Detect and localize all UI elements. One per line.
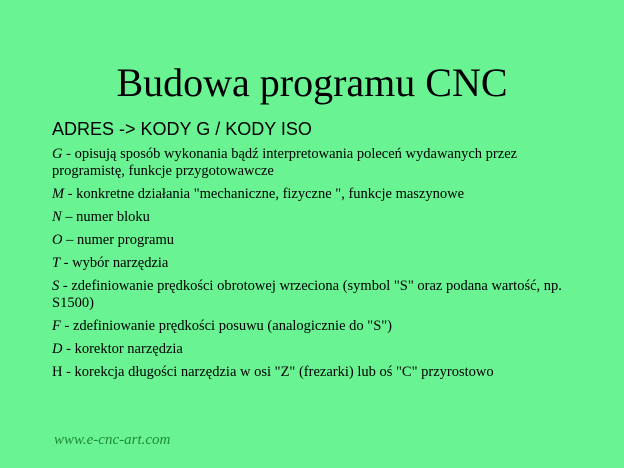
code-letter: F [52, 318, 61, 334]
list-item [52, 186, 572, 203]
list-item [52, 255, 572, 272]
footer-website-link: www.e-cnc-art.com [54, 432, 171, 448]
code-description: - opisują sposób wykonania bądź interpretowania poleceń wydawanych przez programistę, funkcje przygotowawcze [52, 146, 518, 179]
code-list [52, 146, 572, 387]
list-item [52, 364, 572, 381]
list-item [52, 232, 572, 249]
code-letter: S [52, 278, 60, 294]
code-letter: M [52, 186, 65, 202]
code-description: – numer bloku [61, 209, 150, 225]
code-description: - konkretne działania "mechaniczne, fizyczne ", funkcje maszynowe [64, 186, 465, 202]
code-letter: T [52, 255, 61, 271]
code-description: – numer programu [62, 232, 175, 248]
list-item [52, 278, 572, 312]
slide-title: Budowa programu CNC [116, 60, 508, 105]
slide-subtitle: ADRES -> KODY G / KODY ISO [52, 119, 312, 139]
code-description: - zdefiniowanie prędkości obrotowej wrzeciona (symbol "S" oraz podana wartość, np. S1500) [52, 278, 562, 311]
list-item [52, 318, 572, 335]
code-description: H - korekcja długości narzędzia w osi "Z" (frezarki) lub oś "C" przyrostowo [52, 364, 494, 380]
code-letter: D [52, 341, 63, 357]
code-letter: N [52, 209, 62, 225]
code-description: - korektor narzędzia [62, 341, 183, 357]
list-item [52, 209, 572, 226]
code-description: - wybór narzędzia [60, 255, 169, 271]
code-description: - zdefiniowanie prędkości posuwu (analogicznie do "S") [60, 318, 393, 334]
list-item [52, 146, 572, 180]
code-letter: O [52, 232, 63, 248]
list-item [52, 341, 572, 358]
code-letter: G [52, 146, 63, 162]
